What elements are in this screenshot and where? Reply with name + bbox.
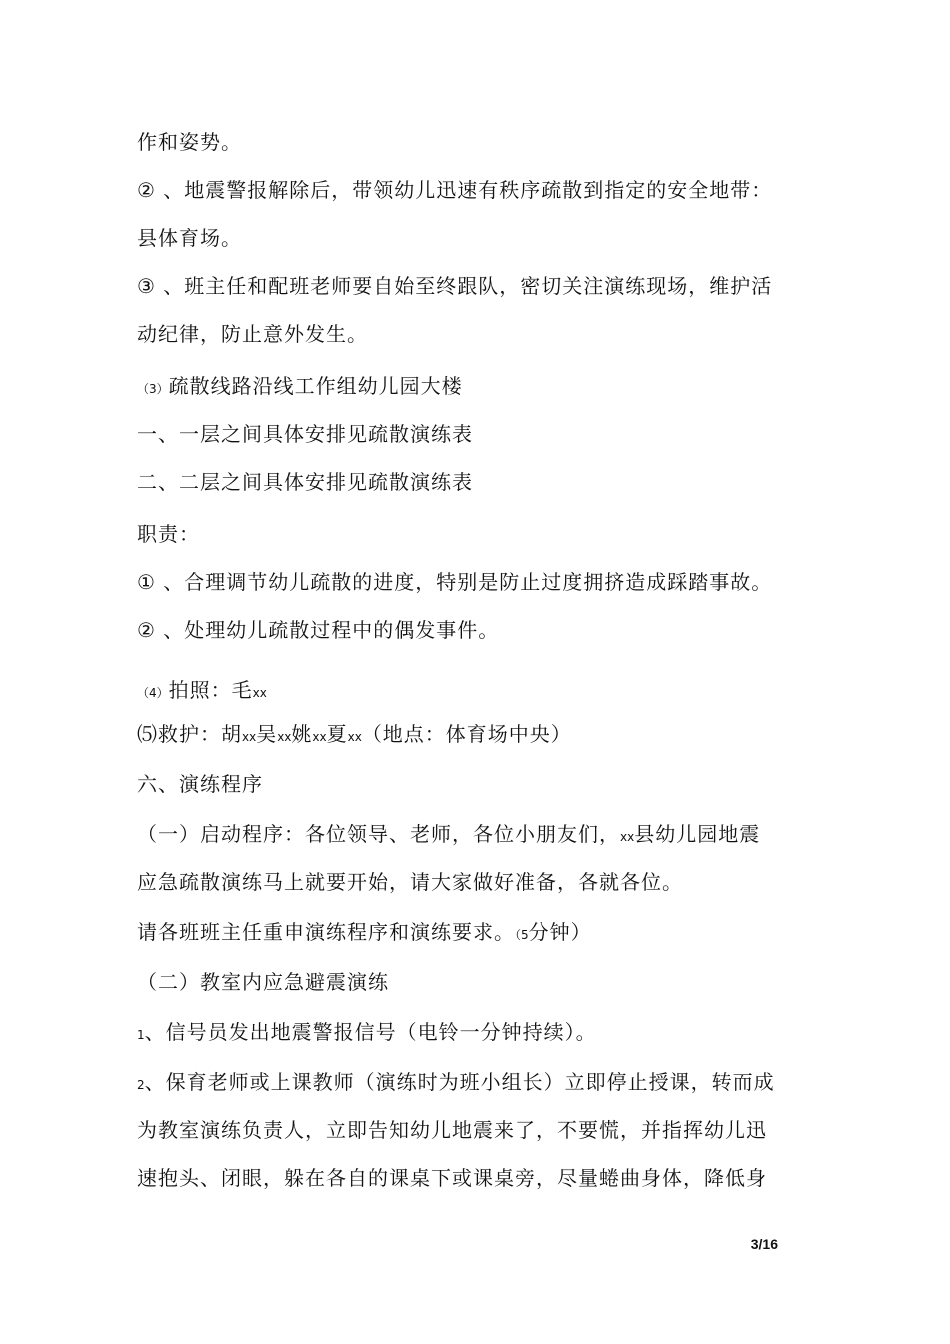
text-line: ② 、处理幼儿疏散过程中的偶发事件。 <box>137 618 500 642</box>
section-heading: （4）拍照：毛xx <box>137 678 267 702</box>
text-line: 1、信号员发出地震警报信号（电铃一分钟持续）。 <box>137 1020 597 1044</box>
text-line: ⑸救护：胡xx吴xx姚xx夏xx（地点：体育场中央） <box>137 722 572 746</box>
text-line: （一）启动程序：各位领导、老师，各位小朋友们，xx县幼儿园地震 <box>137 822 761 846</box>
text-line: 速抱头、闭眼，躲在各自的课桌下或课桌旁，尽量蜷曲身体，降低身 <box>137 1166 767 1190</box>
text-line: 二、二层之间具体安排见疏散演练表 <box>137 470 473 494</box>
text-line: 2、保育老师或上课教师（演练时为班小组长）立即停止授课，转而成 <box>137 1070 775 1094</box>
text-line: 职责： <box>137 522 200 546</box>
text-line: 应急疏散演练马上就要开始，请大家做好准备，各就各位。 <box>137 870 683 894</box>
text-line: 作和姿势。 <box>137 130 242 154</box>
text-line: 为教室演练负责人，立即告知幼儿地震来了，不要慌，并指挥幼儿迅 <box>137 1118 767 1142</box>
section-heading: （3）疏散线路沿线工作组幼儿园大楼 <box>137 374 463 398</box>
text-line: ② 、地震警报解除后，带领幼儿迅速有秩序疏散到指定的安全地带： <box>137 178 773 202</box>
text-line: 动纪律，防止意外发生。 <box>137 322 368 346</box>
page-number: 3/16 <box>750 1236 778 1252</box>
text-line: ③ 、班主任和配班老师要自始至终跟队，密切关注演练现场，维护活 <box>137 274 773 298</box>
text-line: ① 、合理调节幼儿疏散的进度，特别是防止过度拥挤造成踩踏事故。 <box>137 570 773 594</box>
section-heading: （二）教室内应急避震演练 <box>137 970 389 994</box>
text-line: 县体育场。 <box>137 226 242 250</box>
text-line: 请各班班主任重申演练程序和演练要求。（5分钟） <box>137 920 592 944</box>
text-line: 一、一层之间具体安排见疏散演练表 <box>137 422 473 446</box>
section-title: 六、演练程序 <box>137 772 263 796</box>
